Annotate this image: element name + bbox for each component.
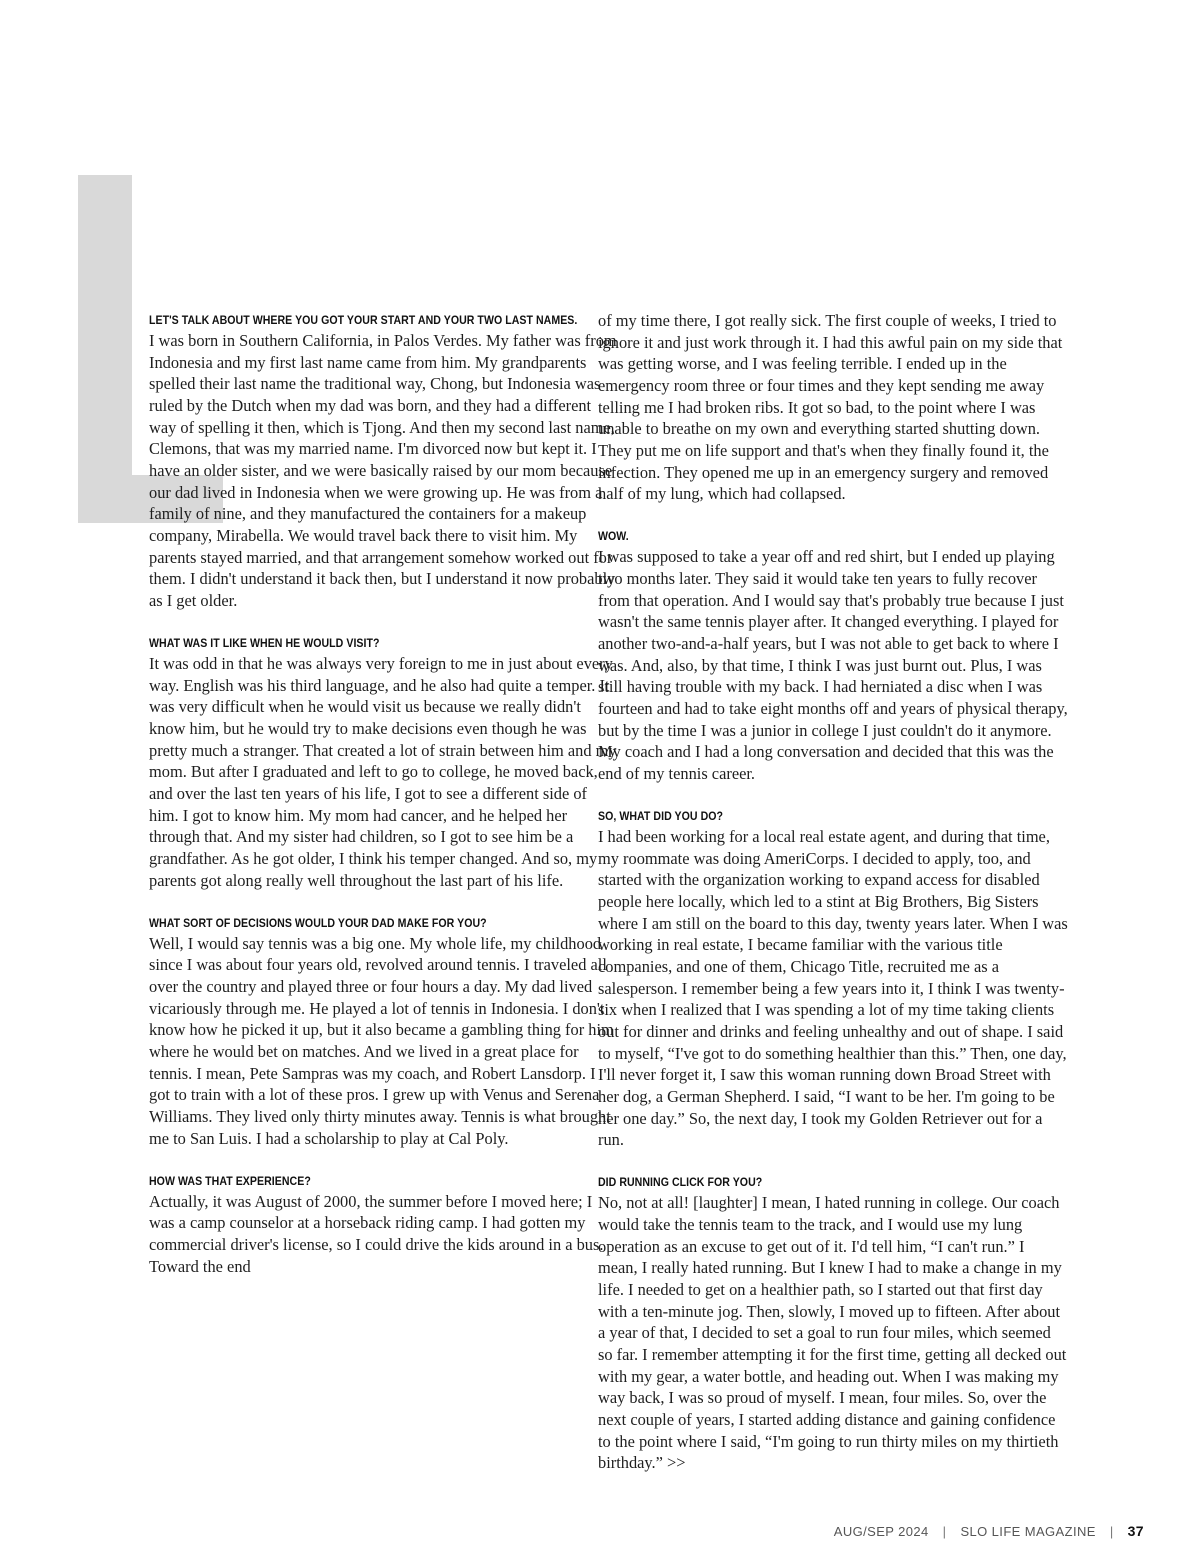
answer-text: I was born in Southern California, in Palos Verdes. My father was from Indonesia and my first last name came from him. My grandparents spelled their last name the traditional way, Chong, but Indonesia was ruled by the Dutch when my dad was born, and they had a different way of spelling it then, which is Tjong. And then my second last name, Clemons, that was my married name. I'm divorced now but kept it. I have an older sister, and we were basically raised by our mom because our dad lived in Indonesia when we were growing up. He was from a family of nine, and they manufactured the containers for a makeup company, Mirabella. We would travel back there to visit him. My parents stayed married, and that arrangement somehow worked out for them. I didn't understand it back then, but I understand it now probably as I get older. <box>149 331 617 610</box>
footer-divider: | <box>942 1523 947 1539</box>
question-heading: WHAT SORT OF DECISIONS WOULD YOUR DAD MAKE FOR YOU? <box>149 915 487 930</box>
qa-block <box>598 806 1068 1151</box>
drop-cap-letter-l <box>78 175 132 523</box>
qa-block <box>149 913 619 1150</box>
question-heading: SO, WHAT DID YOU DO? <box>598 809 724 824</box>
answer-text: I was supposed to take a year off and red shirt, but I ended up playing two months later. They said it would take ten years to fully recover from that operation. And I would say that's probably true because I just wasn't the same tennis player after. It changed everything. I played for another two-and-a-half years, but I was not able to get back to where I was. And, also, by that time, I think I was just burnt out. Plus, I was still having trouble with my back. I had herniated a disc when I was fourteen and had to take eight months off and years of physical therapy, but by the time I was a junior in college I just couldn't do it anymore. My coach and I had a long conversation and decided that this was the end of my tennis career. <box>598 547 1068 783</box>
page-footer <box>834 1523 1144 1539</box>
answer-text: Actually, it was August of 2000, the summer before I moved here; I was a camp counselor at a horseback riding camp. I had gotten my commercial driver's license, so I could drive the kids around in a bus. Toward the end <box>149 1191 604 1276</box>
qa-block <box>149 1171 619 1278</box>
magazine-name: SLO LIFE MAGAZINE <box>960 1523 1096 1539</box>
right-column <box>598 310 1068 1496</box>
issue-date: AUG/SEP 2024 <box>833 1523 929 1539</box>
footer-divider: | <box>1109 1523 1114 1539</box>
left-column <box>149 310 619 1299</box>
question-heading: DID RUNNING CLICK FOR YOU? <box>598 1175 763 1190</box>
question-heading: WOW. <box>598 529 629 544</box>
qa-block <box>149 310 619 612</box>
question-heading: LET'S TALK ABOUT WHERE YOU GOT YOUR START AND YOUR TWO LAST NAMES. <box>149 313 578 327</box>
answer-text: It was odd in that he was always very foreign to me in just about every way. English was his third language, and he also had quite a temper. It was very difficult when he would visit us because we really didn't know him, but he would try to make decisions even though he was pretty much a stranger. That created a lot of strain between him and my mom. But after I graduated and left to go to college, he moved back, and over the last ten years of his life, I got to see a different side of him. I got to know him. My mom had cancer, and he helped her through that. And my sister had children, so I got to see him be a grandfather. As he got older, I think his temper changed. And so, my parents got along really well throughout the last part of his life. <box>149 654 617 890</box>
question-heading: HOW WAS THAT EXPERIENCE? <box>149 1173 311 1188</box>
continued-answer-block <box>598 310 1068 505</box>
qa-block <box>598 1172 1068 1474</box>
continued-answer-text: of my time there, I got really sick. The first couple of weeks, I tried to ignore it and just work through it. I had this awful pain on my side that was getting worse, and I was feeling terrible. I ended up in the emergency room three or four times and they kept sending me away telling me I had broken ribs. It got so bad, to the point where I was unable to breathe on my own and everything started shutting down. They put me on life support and that's when they finally found it, the infection. They opened me up in an emergency surgery and removed half of my lung, which had collapsed. <box>598 311 1063 504</box>
question-heading: WHAT WAS IT LIKE WHEN HE WOULD VISIT? <box>149 636 380 651</box>
qa-block <box>149 633 619 891</box>
answer-text: No, not at all! [laughter] I mean, I hated running in college. Our coach would take the tennis team to the track, and I would use my lung operation as an excuse to get out of it. I'd tell him, “I can't run.” I mean, I really hated running. But I knew I had to make a change in my life. I needed to get on a healthier path, so I started out that first day with a ten-minute jog. Then, slowly, I moved up to fifteen. After about a year of that, I decided to set a goal to run four miles, which seemed so far. I remember attempting it for the first time, getting all decked out with my gear, a water bottle, and heading out. When I was making my way back, I was so proud of myself. I mean, four miles. So, over the next couple of years, I started adding distance and gaining confidence to the point where I said, “I'm going to run thirty miles on my thirtieth birthday.” >> <box>598 1193 1067 1473</box>
answer-text: Well, I would say tennis was a big one. My whole life, my childhood since I was about four years old, revolved around tennis. I traveled all over the country and played three or four hours a day. My dad lived vicariously through me. He played a lot of tennis in Indonesia. I don't know how he picked it up, but it also became a gambling thing for him where he would bet on matches. And we lived in a great place for tennis. I mean, Pete Sampras was my coach, and Robert Lansdorp. I got to train with a lot of these pros. I grew up with Venus and Serena Williams. They lived only thirty minutes away. Tennis is what brought me to San Luis. I had a scholarship to play at Cal Poly. <box>149 933 614 1148</box>
page-number: 37 <box>1127 1523 1144 1539</box>
answer-text: I had been working for a local real estate agent, and during that time, my roommate was doing AmeriCorps. I decided to apply, too, and started with the organization working to expand access for disabled people here locally, which led to a stint at Big Brothers, Big Sisters where I am still on the board to this day, twenty years later. When I was working in real estate, I became familiar with the various title companies, and one of them, Chicago Title, recruited me as a salesperson. I remember being a few years into it, I think I was twenty-six when I realized that I was spending a lot of my time taking clients out for dinner and drinks and feeling unhealthy and out of shape. I said to myself, “I've got to do something healthier than this.” Then, one day, I'll never forget it, I saw this woman running down Broad Street with her dog, a German Shepherd. I said, “I want to be her. I'm going to be her one day.” So, the next day, I took my Golden Retriever out for a run. <box>598 827 1068 1150</box>
qa-block <box>598 526 1068 784</box>
